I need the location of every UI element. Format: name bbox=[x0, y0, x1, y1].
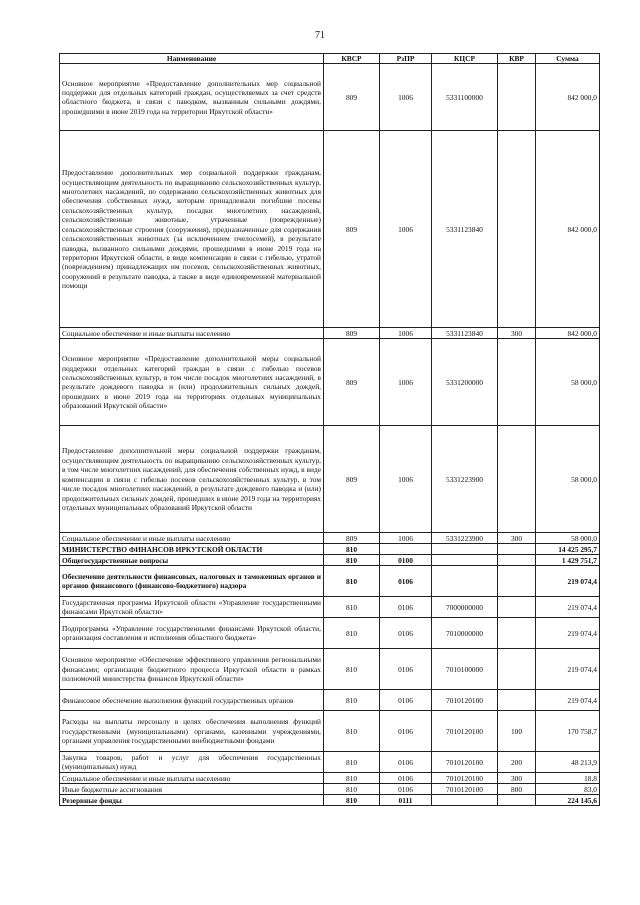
table-row bbox=[60, 555, 600, 566]
cell-name: Основное мероприятие «Обеспечение эффективного управления региональными финансами; организация бюджетного процесса Иркутской области в рамках полномочий министерства финансов Иркутской области» bbox=[60, 649, 324, 690]
cell-kvsr: 810 bbox=[324, 544, 380, 555]
cell-rzpr: 0106 bbox=[380, 690, 432, 711]
page-number: 71 bbox=[315, 30, 325, 41]
cell-kvsr: 810 bbox=[324, 711, 380, 752]
cell-kvr: 100 bbox=[498, 711, 536, 752]
header-name: Наименование bbox=[60, 54, 324, 64]
cell-name: Обеспечение деятельности финансовых, налоговых и таможенных органов и органов финансового (финансово-бюджетного) надзора bbox=[60, 566, 324, 597]
cell-kcsr bbox=[432, 555, 498, 566]
cell-name: Резервные фонды bbox=[60, 795, 324, 806]
table-row bbox=[60, 773, 600, 784]
header-kcsr: КЦСР bbox=[432, 54, 498, 64]
cell-kvr bbox=[498, 555, 536, 566]
cell-sum: 219 074,4 bbox=[536, 597, 600, 618]
cell-kvr: 300 bbox=[498, 328, 536, 339]
cell-name: Финансовое обеспечение выполнения функций государственных органов bbox=[60, 690, 324, 711]
cell-kcsr: 7010120100 bbox=[432, 711, 498, 752]
table-row bbox=[60, 131, 600, 328]
cell-kvsr: 810 bbox=[324, 618, 380, 649]
cell-kcsr: 7010120100 bbox=[432, 773, 498, 784]
cell-kcsr: 5331200000 bbox=[432, 339, 498, 426]
cell-rzpr: 1006 bbox=[380, 339, 432, 426]
cell-name: Расходы на выплаты персоналу в целях обеспечения выполнения функций государственными (муниципальными) органами, казенными учреждениями, органами управления государственными внебюджетными фондами bbox=[60, 711, 324, 752]
cell-kvsr: 810 bbox=[324, 784, 380, 795]
cell-rzpr: 0111 bbox=[380, 795, 432, 806]
cell-kvr bbox=[498, 597, 536, 618]
cell-kcsr bbox=[432, 544, 498, 555]
cell-sum: 842 000,0 bbox=[536, 64, 600, 131]
header-rzpr: РзПР bbox=[380, 54, 432, 64]
cell-kvsr: 809 bbox=[324, 533, 380, 544]
cell-sum: 219 074,4 bbox=[536, 566, 600, 597]
cell-kvsr: 810 bbox=[324, 566, 380, 597]
cell-rzpr: 1006 bbox=[380, 64, 432, 131]
cell-rzpr: 1006 bbox=[380, 533, 432, 544]
cell-name: Основное мероприятие «Предоставление дополнительной меры социальной поддержки отдельных категорий граждан в связи с гибелью посевов сельскохозяйственных культур, в том числе посадок многолетних насаждений, в результате дождевого паводка и (или) продолжительных сильных дождей, прошедших в июне 2019 года на территориях отдельных муниципальных образований Иркутской области» bbox=[60, 339, 324, 426]
cell-kcsr: 5331100000 bbox=[432, 64, 498, 131]
cell-kcsr: 5331123840 bbox=[432, 131, 498, 328]
table-header-row bbox=[60, 54, 600, 64]
cell-rzpr: 0106 bbox=[380, 566, 432, 597]
cell-sum: 170 758,7 bbox=[536, 711, 600, 752]
cell-rzpr: 0106 bbox=[380, 711, 432, 752]
cell-kvsr: 810 bbox=[324, 690, 380, 711]
cell-sum: 58 000,0 bbox=[536, 339, 600, 426]
cell-kvr bbox=[498, 649, 536, 690]
table-row bbox=[60, 649, 600, 690]
cell-sum: 58 000,0 bbox=[536, 426, 600, 533]
header-kvr: КВР bbox=[498, 54, 536, 64]
table-row bbox=[60, 533, 600, 544]
cell-kcsr bbox=[432, 566, 498, 597]
cell-kvsr: 809 bbox=[324, 339, 380, 426]
cell-name: Предоставление дополнительной меры социальной поддержки гражданам, осуществляющим деятельность по выращиванию сельскохозяйственных культур, в том числе многолетних насаждений, для обеспечения собственных нужд, в виде компенсации в связи с гибелью посевов сельскохозяйственных культур, в том числе посадок многолетних насаждений, в результате дождевого паводка и (или) продолжительных сильных дождей, прошедших в июне 2019 года на территориях отдельных муниципальных образований Иркутской области bbox=[60, 426, 324, 533]
cell-rzpr: 1006 bbox=[380, 426, 432, 533]
header-sum: Сумма bbox=[536, 54, 600, 64]
cell-rzpr: 0106 bbox=[380, 618, 432, 649]
table-row bbox=[60, 328, 600, 339]
cell-kvr bbox=[498, 544, 536, 555]
cell-kcsr: 7010120100 bbox=[432, 784, 498, 795]
cell-rzpr: 0106 bbox=[380, 597, 432, 618]
cell-kvsr: 810 bbox=[324, 597, 380, 618]
cell-sum: 219 074,4 bbox=[536, 690, 600, 711]
table-row bbox=[60, 752, 600, 773]
cell-name: Социальное обеспечение и иные выплаты населению bbox=[60, 533, 324, 544]
cell-name: Общегосударственные вопросы bbox=[60, 555, 324, 566]
table-row bbox=[60, 544, 600, 555]
cell-kvsr: 809 bbox=[324, 426, 380, 533]
cell-kvsr: 810 bbox=[324, 555, 380, 566]
cell-kvr bbox=[498, 618, 536, 649]
cell-name: Государственная программа Иркутской области «Управление государственными финансами Иркутской области» bbox=[60, 597, 324, 618]
cell-kcsr: 7010120100 bbox=[432, 752, 498, 773]
cell-kvsr: 809 bbox=[324, 131, 380, 328]
cell-sum: 14 425 295,7 bbox=[536, 544, 600, 555]
budget-table bbox=[59, 53, 600, 806]
table-body bbox=[60, 64, 600, 806]
table-row bbox=[60, 339, 600, 426]
cell-name: Предоставление дополнительных мер социальной поддержки гражданам, осуществляющим деятельность по выращиванию сельскохозяйственных культур, многолетних насаждений, по содержанию сельскохозяйственных животных для обеспечения собственных нужд, которым принадлежали погибшие посевы сельскохозяйственных культур, посадки многолетних насаждений, сельскохозяйственные животные, утраченные (поврежденные) сельскохозяйственные строения (сооружения), предназначенные для содержания сельскохозяйственных животных (за исключением пчелосемей), в результате паводка, вызванного сильными дождями, прошедшими в июне 2019 года на территории Иркутской области, в виде компенсации в связи с гибелью, утратой (повреждением) принадлежащих им посевов, сельскохозяйственных животных, сооружений в результате паводка, а также в виде единовременной материальной помощи bbox=[60, 131, 324, 328]
cell-kvsr: 810 bbox=[324, 773, 380, 784]
cell-kvsr: 810 bbox=[324, 649, 380, 690]
cell-name: Социальное обеспечение и иные выплаты населению bbox=[60, 773, 324, 784]
cell-rzpr: 1006 bbox=[380, 131, 432, 328]
cell-kcsr: 7010000000 bbox=[432, 618, 498, 649]
cell-kcsr: 5331123840 bbox=[432, 328, 498, 339]
cell-kvr: 200 bbox=[498, 752, 536, 773]
cell-kcsr: 7010120100 bbox=[432, 690, 498, 711]
table-row bbox=[60, 711, 600, 752]
cell-sum: 48 213,9 bbox=[536, 752, 600, 773]
cell-name: Подпрограмма «Управление государственными финансами Иркутской области, организация составления и исполнения областного бюджета» bbox=[60, 618, 324, 649]
header-kvsr: КВСР bbox=[324, 54, 380, 64]
cell-kcsr: 5331223900 bbox=[432, 426, 498, 533]
table-row bbox=[60, 690, 600, 711]
cell-name: Иные бюджетные ассигнования bbox=[60, 784, 324, 795]
cell-rzpr: 0106 bbox=[380, 649, 432, 690]
cell-name: Закупка товаров, работ и услуг для обеспечения государственных (муниципальных) нужд bbox=[60, 752, 324, 773]
cell-kvsr: 810 bbox=[324, 795, 380, 806]
cell-kvr: 800 bbox=[498, 784, 536, 795]
cell-kvsr: 809 bbox=[324, 64, 380, 131]
cell-kcsr: 7000000000 bbox=[432, 597, 498, 618]
cell-kvr bbox=[498, 131, 536, 328]
cell-name: МИНИСТЕРСТВО ФИНАНСОВ ИРКУТСКОЙ ОБЛАСТИ bbox=[60, 544, 324, 555]
cell-rzpr: 0100 bbox=[380, 555, 432, 566]
cell-kvsr: 809 bbox=[324, 328, 380, 339]
table-row bbox=[60, 618, 600, 649]
cell-sum: 842 000,0 bbox=[536, 328, 600, 339]
cell-rzpr: 1006 bbox=[380, 328, 432, 339]
cell-rzpr bbox=[380, 544, 432, 555]
cell-kvr bbox=[498, 64, 536, 131]
table-row bbox=[60, 784, 600, 795]
cell-rzpr: 0106 bbox=[380, 784, 432, 795]
cell-rzpr: 0106 bbox=[380, 752, 432, 773]
cell-sum: 58 000,0 bbox=[536, 533, 600, 544]
cell-sum: 18,8 bbox=[536, 773, 600, 784]
cell-kvr bbox=[498, 339, 536, 426]
cell-kvsr: 810 bbox=[324, 752, 380, 773]
cell-sum: 842 000,0 bbox=[536, 131, 600, 328]
cell-kvr bbox=[498, 426, 536, 533]
cell-kvr bbox=[498, 566, 536, 597]
table-row bbox=[60, 64, 600, 131]
cell-kvr bbox=[498, 690, 536, 711]
cell-kvr bbox=[498, 795, 536, 806]
cell-kcsr: 5331223900 bbox=[432, 533, 498, 544]
table-row bbox=[60, 597, 600, 618]
cell-sum: 219 074,4 bbox=[536, 649, 600, 690]
cell-sum: 83,0 bbox=[536, 784, 600, 795]
table-row bbox=[60, 426, 600, 533]
cell-rzpr: 0106 bbox=[380, 773, 432, 784]
table-row bbox=[60, 566, 600, 597]
cell-kvr: 300 bbox=[498, 533, 536, 544]
cell-name: Социальное обеспечение и иные выплаты населению bbox=[60, 328, 324, 339]
cell-sum: 224 145,6 bbox=[536, 795, 600, 806]
cell-kcsr: 7010100000 bbox=[432, 649, 498, 690]
cell-sum: 219 074,4 bbox=[536, 618, 600, 649]
cell-name: Основное мероприятие «Предоставление дополнительных мер социальной поддержки для отдельных категорий граждан, осуществляемых за счет средств областного бюджета, в связи с паводком, вызванным сильными дождями, прошедшими в июне 2019 года на территории Иркутской области» bbox=[60, 64, 324, 131]
cell-kcsr bbox=[432, 795, 498, 806]
table-row bbox=[60, 795, 600, 806]
cell-sum: 1 429 751,7 bbox=[536, 555, 600, 566]
cell-kvr: 300 bbox=[498, 773, 536, 784]
